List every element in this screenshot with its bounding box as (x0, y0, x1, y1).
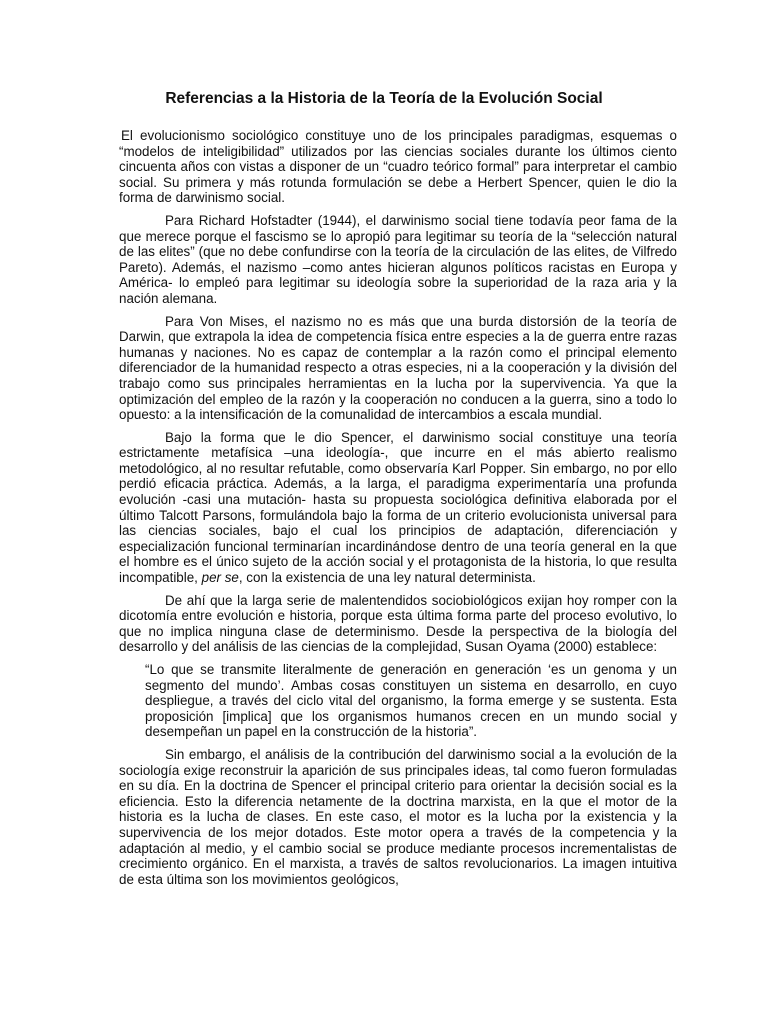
document-title: Referencias a la Historia de la Teoría de la Evolución Social (165, 90, 603, 107)
paragraph-4-text: Bajo la forma que le dio Spencer, el darwinismo social constituye una teoría estrictamente metafísica –una ideología-, que incurre en el más abierto realismo metodológico, al no resultar refutable, como observaría Karl Popper. Sin embargo, no por ello perdió eficacia práctica. Además, a la larga, el paradigma experimentaría una profunda evolución -casi una mutación- hasta su propuesta sociológica definitiva elaborada por el último Talcott Parsons, formulándola bajo la forma de un criterio evolucionista universal para las ciencias sociales, bajo el cual los principios de adaptación, diferenciación y especialización funcional terminarían incardinándose dentro de una teoría general en la que el hombre es el único sujeto de la acción social y el protagonista de la historia, lo que resulta incompatible, (119, 429, 677, 586)
paragraph-4 (119, 430, 677, 586)
paragraph-4-italic: per se (201, 570, 239, 586)
paragraph-1: El evolucionismo sociológico constituye uno de los principales paradigmas, esquemas o “modelos de inteligibilidad” utilizados por las ciencias sociales durante los últimos ciento cincuenta años con vistas a disponer de un “cuadro teórico formal” para interpretar el cambio social. Su primera y más rotunda formulación se debe a Herbert Spencer, quien le dio la forma de darwinismo social. (119, 128, 677, 206)
paragraph-3: Para Von Mises, el nazismo no es más que una burda distorsión de la teoría de Darwin, que extrapola la idea de competencia física entre especies a la de guerra entre razas humanas y naciones. No es capaz de contemplar a la razón como el principal elemento diferenciador de la humanidad respecto a otras especies, ni a la cooperación y la división del trabajo como sus principales herramientas en la lucha por la supervivencia. Ya que la optimización del empleo de la razón y la cooperación no conducen a la guerra, sino a todo lo opuesto: a la intensificación de la comunalidad de intercambios a escala mundial. (119, 313, 677, 423)
paragraph-6: Sin embargo, el análisis de la contribución del darwinismo social a la evolución de la sociología exige reconstruir la aparición de sus principales ideas, tal como fueron formuladas en su día. En la doctrina de Spencer el principal criterio para orientar la decisión social es la eficiencia. Esto la diferencia netamente de la doctrina marxista, en la que el motor de la historia es la lucha de clases. En este caso, el motor es la lucha por la existencia y la supervivencia de los mejor dotados. Este motor opera a través de la competencia y la adaptación al medio, y el cambio social se produce mediante procesos incrementalistas de crecimiento orgánico. En el marxista, a través de saltos revolucionarios. La imagen intuitiva de esta última son los movimientos geológicos, (119, 746, 677, 887)
paragraph-4-text-end: , con la existencia de una ley natural determinista. (238, 570, 536, 586)
block-quote: “Lo que se transmite literalmente de generación en generación ‘es un genoma y un segmento del mundo’. Ambas cosas constituyen un sistema en desarrollo, en cuyo despliegue, a través del ciclo vital del organismo, la forma emerge y se sustenta. Esta proposición [implica] que los organismos humanos crecen en un mundo social y desempeñan un papel en la construcción de la historia”. (145, 662, 677, 740)
document-body (119, 128, 677, 894)
paragraph-5: De ahí que la larga serie de malentendidos sociobiológicos exijan hoy romper con la dicotomía entre evolución e historia, porque esta última forma parte del proceso evolutivo, lo que no implica ninguna clase de determinismo. Desde la perspectiva de la biología del desarrollo y del análisis de las ciencias de la complejidad, Susan Oyama (2000) establece: (119, 592, 677, 655)
paragraph-2: Para Richard Hofstadter (1944), el darwinismo social tiene todavía peor fama de la que merece porque el fascismo se lo apropió para legitimar su teoría de la “selección natural de las elites” (que no debe confundirse con la teoría de la circulación de las elites, de Vilfredo Pareto). Además, el nazismo –como antes hicieran algunos políticos racistas en Europa y América- lo empleó para legitimar su ideología sobre la superioridad de la raza aria y la nación alemana. (119, 212, 677, 306)
